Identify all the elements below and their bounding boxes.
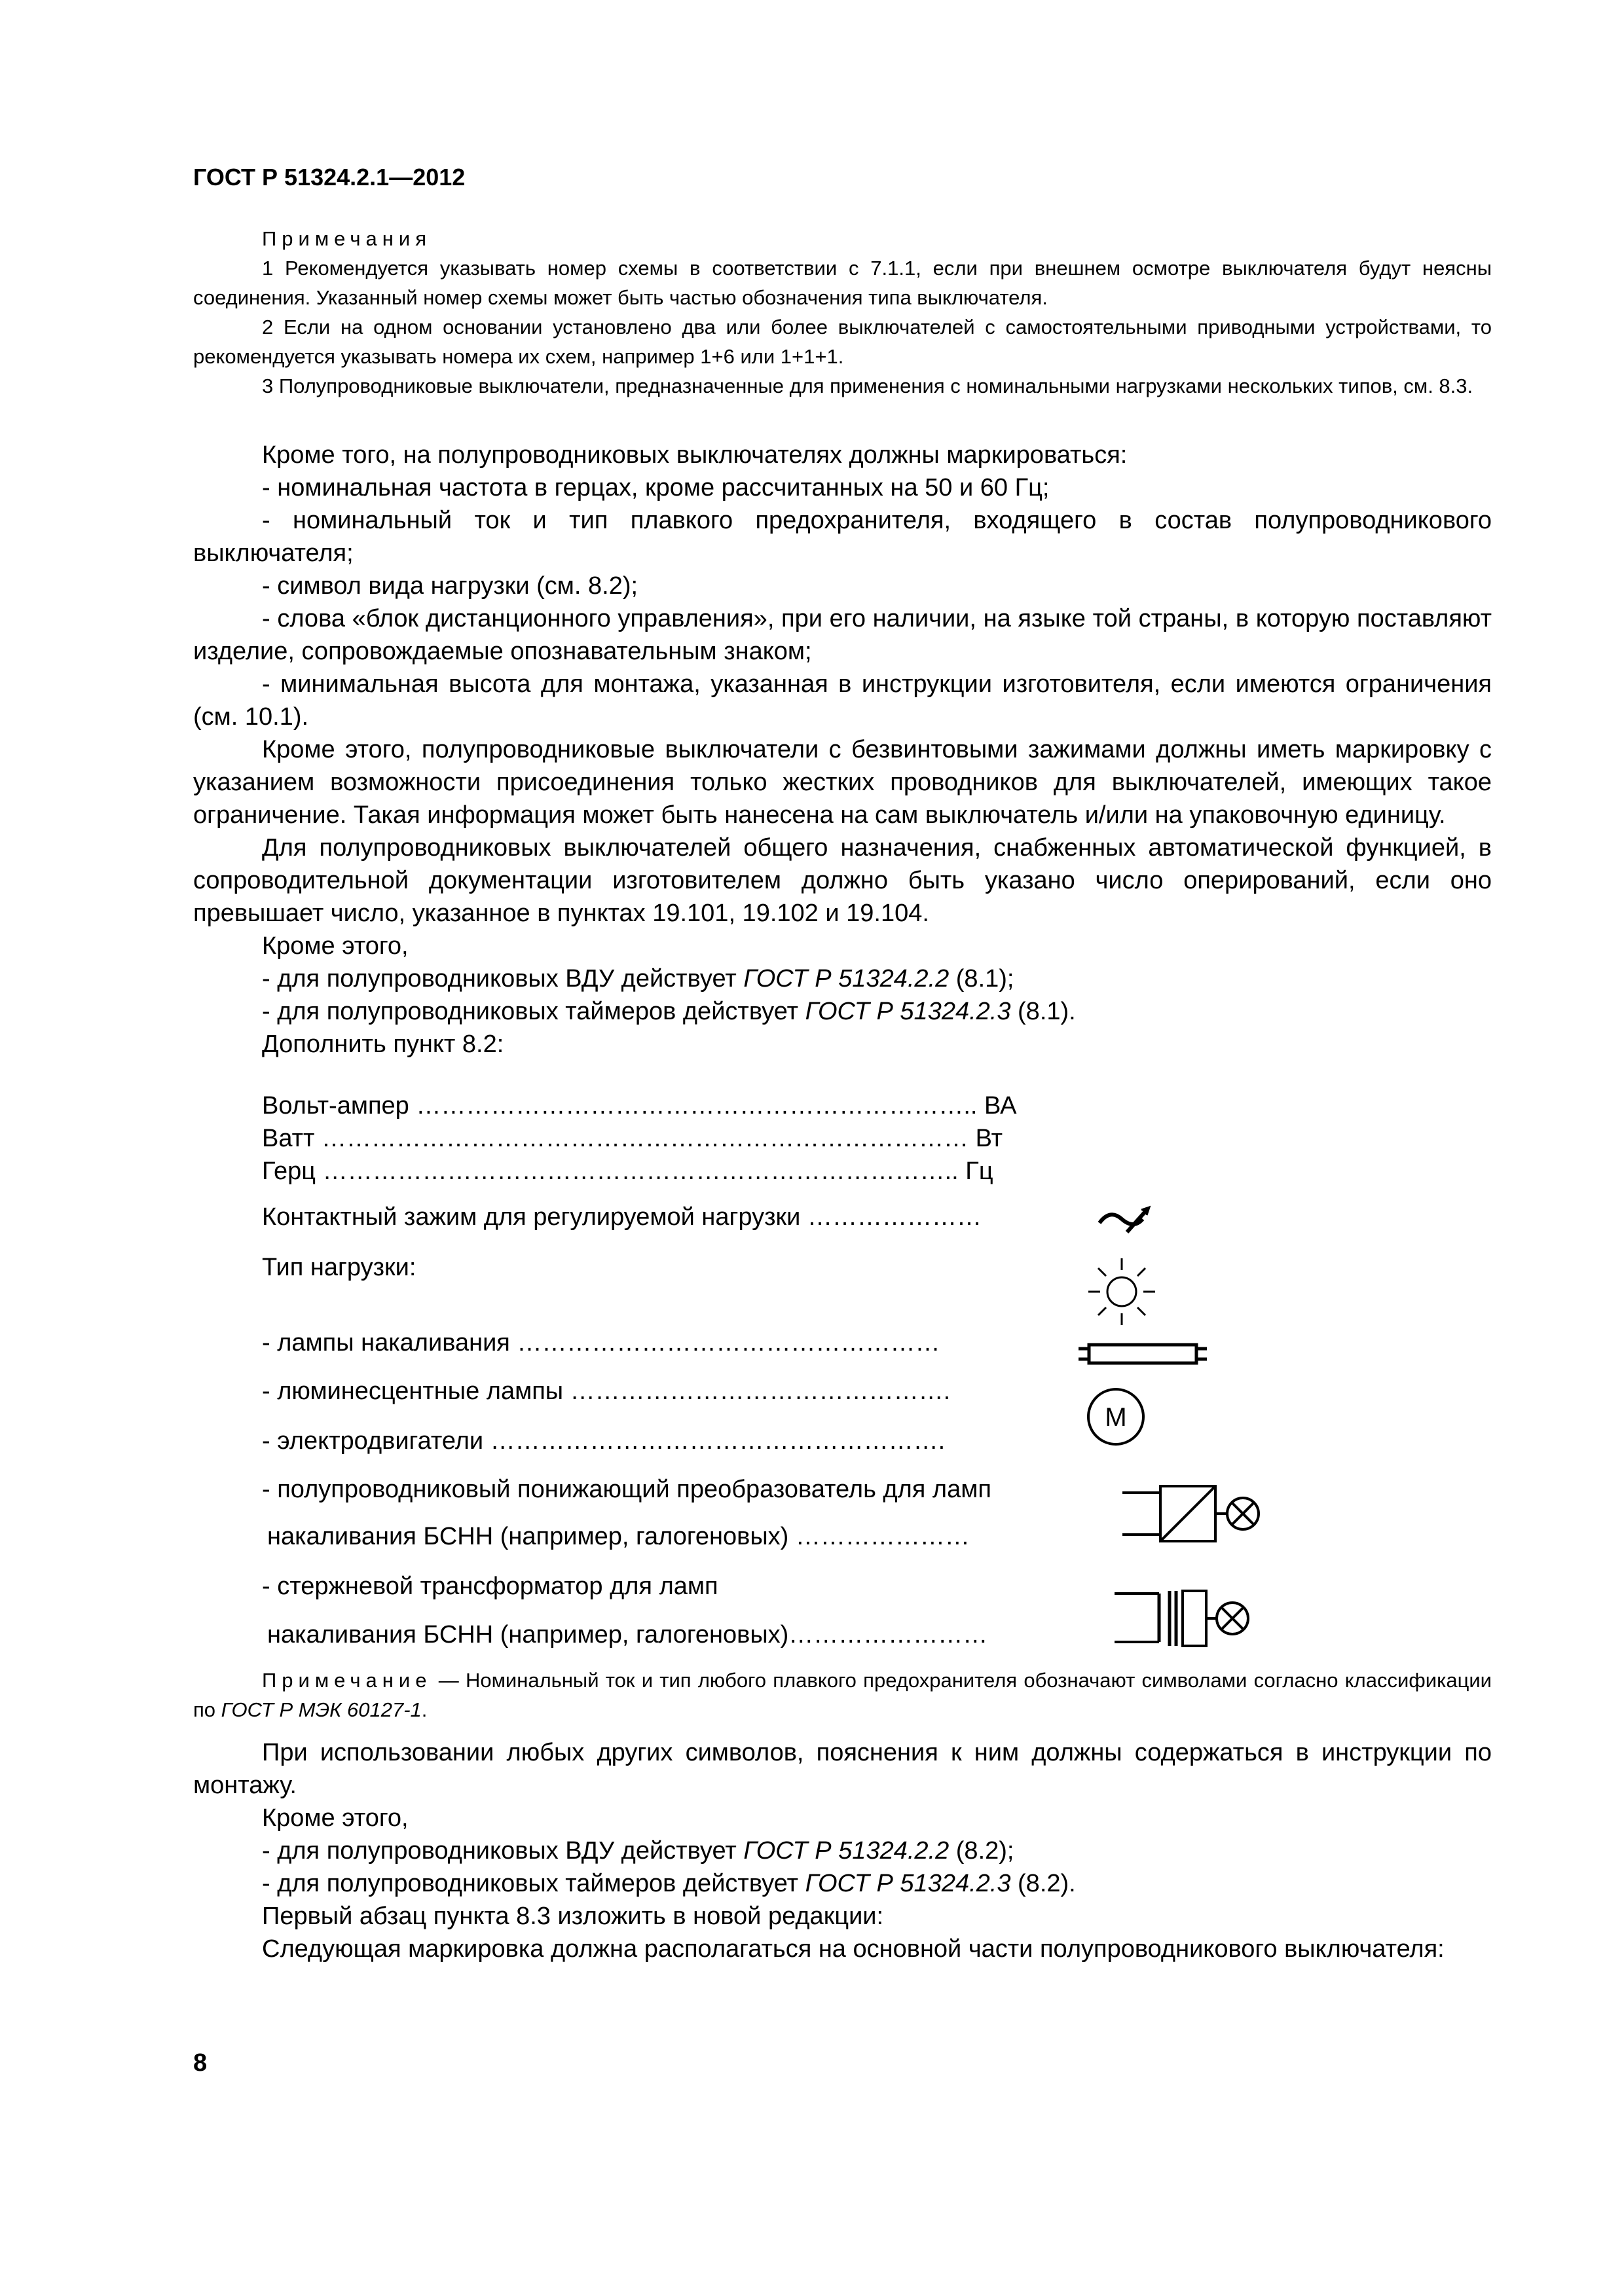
paragraph: Кроме этого, полупроводниковые выключатели с безвинтовыми зажимами должны иметь маркировку с указанием возможности присоединения только жестких проводников для выключателей, имеющих такое ограничение. Такая информация может быть нанесена на сам выключатель и/или на упаковочную единицу. xyxy=(193,736,1492,829)
list-item: - для полупроводниковых таймеров действует ГОСТ Р 51324.2.3 (8.1). xyxy=(262,998,1076,1025)
adjustable-terminal-label: Контактный зажим для регулируемой нагрузки ………………… xyxy=(262,1203,982,1231)
standard-reference: ГОСТ Р 51324.2.2 xyxy=(743,1837,950,1865)
paragraph: При использовании любых других символов, пояснения к ним должны содержаться в инструкции по монтажу. xyxy=(193,1739,1492,1799)
fluorescent-lamp-icon xyxy=(1077,1336,1208,1375)
list-item: - для полупроводниковых ВДУ действует ГОСТ Р 51324.2.2 (8.2); xyxy=(262,1837,1014,1865)
note-item: 3 Полупроводниковые выключатели, предназначенные для применения с номинальными нагрузками нескольких типов, см. 8.3. xyxy=(262,374,1473,397)
paragraph: Для полупроводниковых выключателей общего назначения, снабженных автоматической функцией, в сопроводительной документации изготовителем должно быть указано число оперирований, если оно превышает число, указанное в пунктах 19.101, 19.102 и 19.104. xyxy=(193,834,1492,927)
transformer-label-line1: - стержневой трансформатор для ламп xyxy=(262,1573,718,1600)
paragraph: Дополнить пункт 8.2: xyxy=(262,1030,504,1058)
page-number: 8 xyxy=(193,2049,208,2077)
paragraph: Кроме этого, xyxy=(262,1804,409,1832)
notes-title: Примечания xyxy=(262,227,432,250)
electric-motors-label: - электродвигатели ………………………………………………. xyxy=(262,1427,946,1455)
adjustable-terminal-icon xyxy=(1097,1203,1162,1236)
unit-volt-ampere: Вольт-ампер ………………………………………………………….. ВА xyxy=(262,1092,1017,1120)
paragraph: Кроме того, на полупроводниковых выключателях должны маркироваться: xyxy=(262,441,1128,469)
note-item: 2 Если на одном основании установлено два или более выключателей с самостоятельными приводными устройствами, то рекомендуется указывать номера их схем, например 1+6 или 1+1+1. xyxy=(193,316,1492,368)
marking-requirements xyxy=(193,439,1492,1061)
fuse-note: Примечание — Номинальный ток и тип любого плавкого предохранителя обозначают символами согласно классификации по ГОСТ Р МЭК 60127-1. xyxy=(193,1669,1492,1721)
list-item: - для полупроводниковых таймеров действует ГОСТ Р 51324.2.3 (8.2). xyxy=(262,1870,1076,1897)
standard-reference: ГОСТ Р 51324.2.3 xyxy=(805,998,1011,1025)
unit-watt: Ватт …………………………………………………………………… Вт xyxy=(262,1125,1003,1152)
paragraph: Кроме этого, xyxy=(262,932,409,960)
incandescent-lamps-label: - лампы накаливания …………………………………………… xyxy=(262,1329,940,1357)
note-item: 1 Рекомендуется указывать номер схемы в соответствии с 7.1.1, если при внешнем осмотре выключателя будут неясны соединения. Указанный номер схемы может быть частью обозначения типа выключателя. xyxy=(193,257,1492,309)
paragraph: Первый абзац пункта 8.3 изложить в новой редакции: xyxy=(262,1903,884,1930)
incandescent-lamp-icon xyxy=(1086,1256,1158,1328)
additional-requirements xyxy=(193,1736,1492,1965)
transformer-label-line2: накаливания БСНН (например, галогеновых)…………………… xyxy=(267,1621,988,1649)
list-item: - минимальная высота для монтажа, указанная в инструкции изготовителя, если имеются ограничения (см. 10.1). xyxy=(193,670,1492,731)
list-item: - номинальная частота в герцах, кроме рассчитанных на 50 и 60 Гц; xyxy=(262,474,1050,501)
list-item: - символ вида нагрузки (см. 8.2); xyxy=(262,572,638,600)
load-type-label: Тип нагрузки: xyxy=(262,1254,416,1281)
list-item: - слова «блок дистанционного управления», при его наличии, на языке той страны, в которую поставляют изделие, сопровождаемые опознавательным знаком; xyxy=(193,605,1492,665)
unit-hertz: Герц ………………………………………………………………….. Гц xyxy=(262,1157,993,1185)
converter-label-line2: накаливания БСНН (например, галогеновых) ………………… xyxy=(267,1523,970,1550)
standard-reference: ГОСТ Р 51324.2.3 xyxy=(805,1870,1011,1897)
standard-reference: ГОСТ Р 51324.2.2 xyxy=(743,965,950,993)
fluorescent-lamps-label: - люминесцентные лампы ………………………………………. xyxy=(262,1377,951,1405)
step-down-converter-icon xyxy=(1121,1481,1265,1546)
note-title: Примечание xyxy=(262,1669,432,1692)
motor-symbol-letter: M xyxy=(1105,1403,1127,1432)
converter-label-line1: - полупроводниковый понижающий преобразователь для ламп xyxy=(262,1476,991,1503)
paragraph: Следующая маркировка должна располагаться на основной части полупроводникового выключателя: xyxy=(262,1935,1445,1963)
core-transformer-icon xyxy=(1113,1586,1257,1651)
document-code: ГОСТ Р 51324.2.1—2012 xyxy=(193,164,466,191)
standard-reference: ГОСТ Р МЭК 60127-1 xyxy=(221,1698,422,1721)
list-item: - номинальный ток и тип плавкого предохранителя, входящего в состав полупроводникового выключателя; xyxy=(193,507,1492,567)
notes-block xyxy=(193,224,1492,401)
list-item: - для полупроводниковых ВДУ действует ГОСТ Р 51324.2.2 (8.1); xyxy=(262,965,1014,993)
electric-motor-icon xyxy=(1084,1385,1147,1448)
